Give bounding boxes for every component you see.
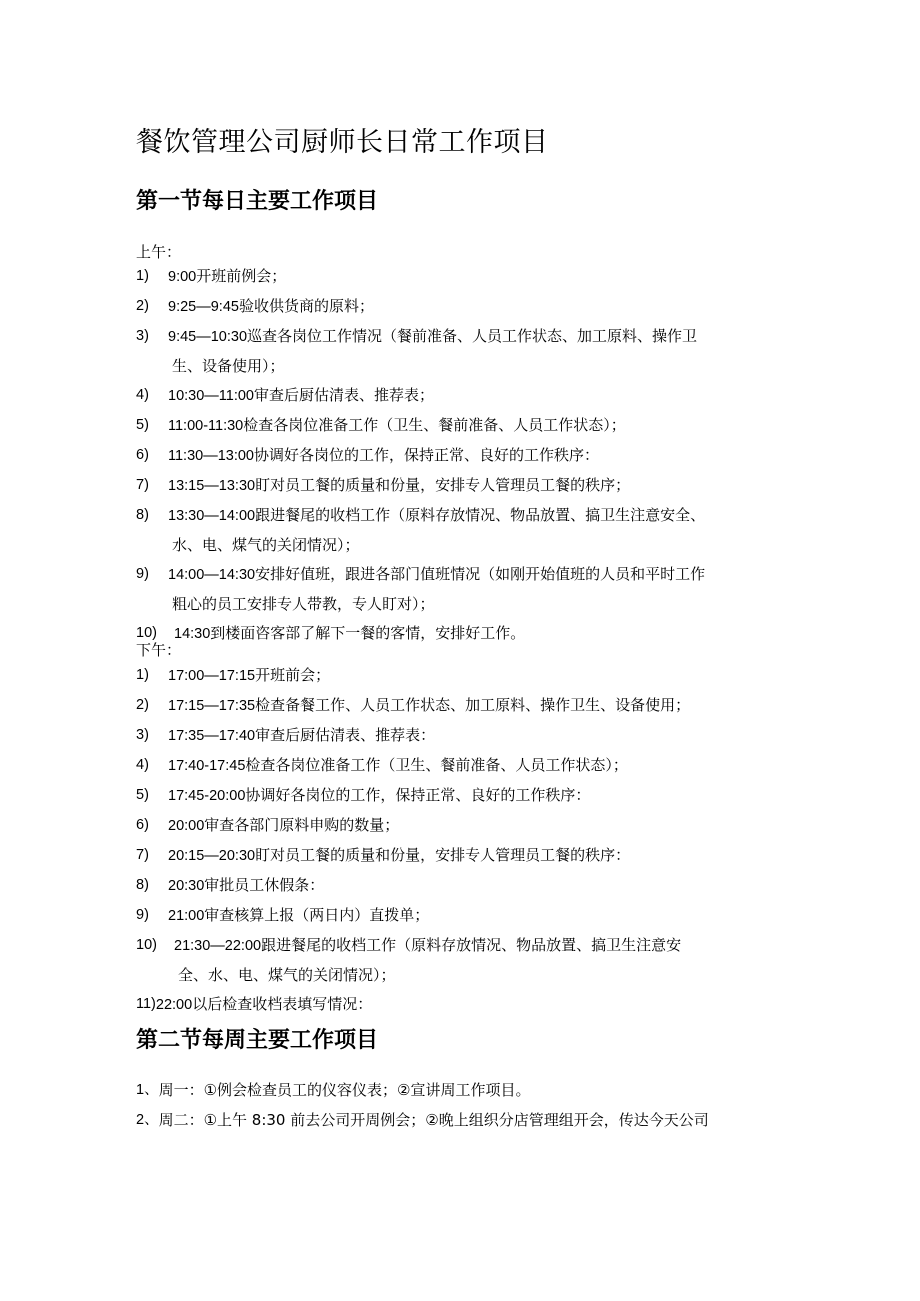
- item-number: 7): [136, 477, 149, 493]
- item-text: 协调好各岗位的工作，保持正常、良好的工作秩序：: [245, 786, 591, 804]
- list-item: [136, 441, 796, 471]
- item-time: 14:30: [174, 626, 211, 642]
- item-text: 到楼面咨客部了解下一餐的客情，安排好工作。: [210, 624, 526, 642]
- list-item: [136, 292, 796, 322]
- item-number: 5): [136, 787, 149, 803]
- item-time: 17:00—17:15: [168, 668, 256, 684]
- item-time: 21:00: [168, 908, 205, 924]
- item-text: 验收供货商的原料；: [238, 297, 374, 315]
- item-time: 13:15—13:30: [168, 478, 256, 494]
- item-time: 20:00: [168, 818, 205, 834]
- item-time: 20:15—20:30: [168, 848, 256, 864]
- item-text: 检查各岗位准备工作（卫生、餐前准备、人员工作状态）；: [243, 416, 626, 434]
- item-text: 审批员工休假条：: [204, 876, 325, 894]
- item-time: 17:35—17:40: [168, 728, 256, 744]
- item-text: 开班前例会；: [196, 267, 287, 285]
- list-item: [136, 411, 796, 441]
- item-text: 检查各岗位准备工作（卫生、餐前准备、人员工作状态）；: [245, 756, 628, 774]
- list-item: [136, 721, 796, 751]
- item-number: 2): [136, 298, 149, 314]
- item-time: 21:30—22:00: [174, 938, 262, 954]
- list-item: [136, 841, 796, 871]
- item-text: 跟进餐尾的收档工作（原料存放情况、物品放置、搞卫生注意安: [261, 936, 682, 954]
- list-item: [136, 691, 796, 721]
- item-number: 1、: [136, 1082, 159, 1098]
- document-title: 餐饮管理公司厨师长日常工作项目: [136, 127, 549, 158]
- list-item: [136, 781, 796, 811]
- item-time: 20:30: [168, 878, 205, 894]
- list-item: [136, 751, 796, 781]
- item-number: 4): [136, 387, 149, 403]
- item-number: 2、: [136, 1112, 159, 1128]
- item-time: 11:00-11:30: [168, 418, 244, 434]
- afternoon-task-list: [136, 661, 796, 1020]
- item-text: 协调好各岗位的工作，保持正常、良好的工作秩序：: [254, 446, 600, 464]
- item-time: 10:30—11:00: [168, 388, 254, 404]
- list-item: [136, 931, 796, 990]
- item-number: 6): [136, 817, 149, 833]
- section-2-heading: 第二节每周主要工作项目: [136, 1028, 379, 1053]
- item-text: 开班前会；: [255, 666, 331, 684]
- list-item: [136, 901, 796, 931]
- item-number: 11): [136, 996, 156, 1012]
- item-text: 审查核算上报（两日内）直拨单；: [204, 906, 430, 924]
- item-text: 盯对员工餐的质量和份量，安排专人管理员工餐的秩序：: [255, 846, 631, 864]
- item-time: 13:30—14:00: [168, 508, 256, 524]
- afternoon-label: 下午：: [136, 641, 182, 659]
- item-time: 17:45-20:00: [168, 788, 246, 804]
- item-number: 8): [136, 877, 149, 893]
- morning-task-list: [136, 262, 796, 649]
- list-item: [136, 322, 796, 381]
- list-item: [136, 1105, 796, 1135]
- section-1-heading: 第一节每日主要工作项目: [136, 189, 379, 214]
- item-text: 以后检查收档表填写情况：: [192, 995, 373, 1013]
- list-item: [136, 661, 796, 691]
- list-item: [136, 619, 796, 649]
- list-item: [136, 1075, 796, 1105]
- item-number: 3): [136, 727, 149, 743]
- weekly-task-list: [136, 1075, 796, 1135]
- item-text-continued: 全、水、电、煤气的关闭情况）；: [178, 966, 396, 984]
- item-time: 9:00: [168, 269, 197, 285]
- list-item: [136, 990, 796, 1020]
- item-text: 审查后厨估清表、推荐表；: [254, 386, 435, 404]
- item-time: 17:40-17:45: [168, 758, 246, 774]
- item-text: 审查各部门原料申购的数量；: [204, 816, 400, 834]
- item-text: 周二：①上午 8:30 前去公司开周例会；②晚上组织分店管理组开会，传达今天公司: [158, 1111, 709, 1129]
- item-number: 10): [136, 625, 157, 641]
- list-item: [136, 262, 796, 292]
- item-text: 安排好值班，跟进各部门值班情况（如刚开始值班的人员和平时工作: [255, 565, 706, 583]
- item-time: 22:00: [155, 997, 193, 1013]
- list-item: [136, 381, 796, 411]
- item-number: 3): [136, 328, 149, 344]
- item-text: 跟进餐尾的收档工作（原料存放情况、物品放置、搞卫生注意安全、: [255, 506, 706, 524]
- item-number: 2): [136, 697, 149, 713]
- item-text-continued: 粗心的员工安排专人带教，专人盯对）；: [172, 595, 435, 613]
- item-text: 检查备餐工作、人员工作状态、加工原料、操作卫生、设备使用；: [255, 696, 691, 714]
- item-number: 1): [136, 268, 149, 284]
- list-item: [136, 471, 796, 501]
- item-number: 10): [136, 937, 157, 953]
- item-number: 6): [136, 447, 149, 463]
- item-text: 周一：①例会检查员工的仪容仪表；②宣讲周工作项目。: [158, 1081, 531, 1099]
- item-text-continued: 水、电、煤气的关闭情况）；: [172, 536, 360, 554]
- item-time: 11:30—13:00: [168, 448, 254, 464]
- item-number: 9): [136, 907, 149, 923]
- item-number: 8): [136, 507, 149, 523]
- list-item: [136, 501, 796, 560]
- list-item: [136, 560, 796, 619]
- item-text: 巡查各岗位工作情况（餐前准备、人员工作状态、加工原料、操作卫: [247, 327, 698, 345]
- item-time: 9:25—9:45: [168, 299, 239, 315]
- item-number: 4): [136, 757, 149, 773]
- item-time: 14:00—14:30: [168, 567, 256, 583]
- list-item: [136, 811, 796, 841]
- item-text: 盯对员工餐的质量和份量，安排专人管理员工餐的秩序；: [255, 476, 631, 494]
- item-time: 9:45—10:30: [168, 329, 248, 345]
- item-number: 7): [136, 847, 149, 863]
- item-text: 审查后厨估清表、推荐表：: [255, 726, 436, 744]
- item-text-continued: 生、设备使用）；: [172, 357, 285, 375]
- item-time: 17:15—17:35: [168, 698, 256, 714]
- item-number: 1): [136, 667, 149, 683]
- item-number: 5): [136, 417, 149, 433]
- item-number: 9): [136, 566, 149, 582]
- morning-label: 上午：: [136, 243, 182, 261]
- list-item: [136, 871, 796, 901]
